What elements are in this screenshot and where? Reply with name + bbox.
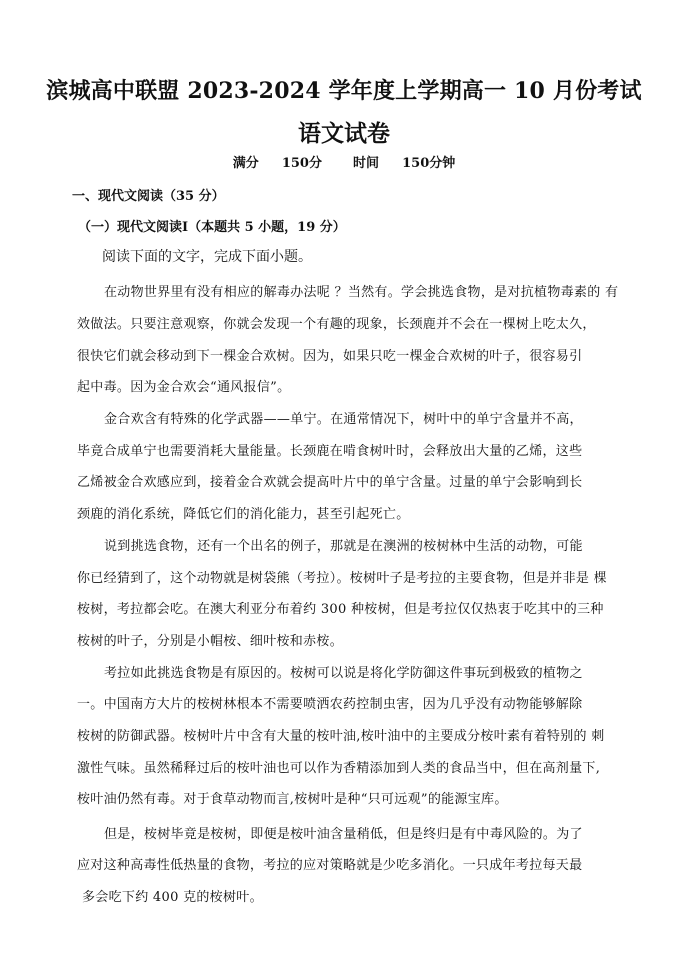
passage-line: 一。中国南方大片的桉树林根本不需要喷洒农药控制虫害，因为几乎没有动物能够解除	[77, 697, 583, 712]
passage-line: 乙烯被金合欢感应到，接着金合欢就会提高叶片中的单宁含量。过量的单宁会影响到长	[77, 475, 583, 490]
passage-line: 桉树的叶子，分别是小帽桉、细叶桉和赤桉。	[77, 634, 344, 649]
time-value: 150分钟	[402, 156, 456, 171]
passage-line: 激性气味。虽然稀释过后的桉叶油也可以作为香精添加到人类的食品当中，但在高剂量下,	[77, 761, 601, 776]
exam-title: 滨城高中联盟 2023-2024 学年度上学期高一 10 月份考试	[46, 78, 642, 104]
passage-line: 说到挑选食物，还有一个出名的例子，那就是在澳洲的桉树林中生活的动物，可能	[104, 539, 583, 554]
score-value: 150分	[281, 156, 322, 171]
score-label: 满分	[232, 156, 259, 171]
passage-line: 应对这种高毒性低热量的食物，考拉的应对策略就是少吃多消化。一只成年考拉每天最	[77, 858, 583, 873]
passage-line: 桉树，考拉都会吃。在澳大利亚分布着约 300 种桉树，但是考拉仅仅热衷于吃其中的三种	[77, 602, 604, 617]
section-heading: 一、现代文阅读（35 分）	[72, 189, 225, 204]
passage-line: 颈鹿的消化系统，降低它们的消化能力，甚至引起死亡。	[77, 507, 410, 522]
passage-line: 桉树的防御武器。桉树叶片中含有大量的桉叶油,桉叶油中的主要成分桉叶素有着特别的 刺	[77, 729, 605, 744]
passage-line: 毕竟合成单宁也需要消耗大量能量。长颈鹿在啃食树叶时，会释放出大量的乙烯，这些	[77, 444, 583, 459]
exam-subtitle: 语文试卷	[298, 120, 390, 147]
exam-meta	[0, 152, 688, 171]
passage-line: 考拉如此挑选食物是有原因的。桉树可以说是将化学防御这件事玩到极致的植物之	[104, 666, 583, 681]
passage-line: 在动物世界里有没有相应的解毒办法呢 ？当然有。学会挑选食物，是对抗植物毒素的 有	[104, 285, 619, 300]
passage-line: 桉叶油仍然有毒。对于食草动物而言,桉树叶是种“只可远观”的能源宝库。	[77, 792, 508, 807]
passage-line: 多会吃下约 400 克的桉树叶。	[82, 890, 263, 905]
passage-line: 金合欢含有特殊的化学武器——单宁。在通常情况下，树叶中的单宁含量并不高，	[104, 412, 583, 427]
time-label: 时间	[353, 156, 380, 171]
passage-line: 你已经猜到了，这个动物就是树袋熊（考拉）。桉树叶子是考拉的主要食物，但是并非是 棵	[77, 571, 607, 586]
passage-line: 很快它们就会移动到下一棵金合欢树。因为，如果只吃一棵金合欢树的叶子，很容易引	[77, 349, 583, 364]
subsection-heading: （一）现代文阅读Ⅰ（本题共 5 小题，19 分）	[78, 220, 346, 235]
reading-instruction: 阅读下面的文字，完成下面小题。	[102, 249, 312, 265]
passage-line: 但是，桉树毕竟是桉树，即便是桉叶油含量稍低，但是终归是有中毒风险的。为了	[104, 827, 583, 842]
passage-line: 起中毒。因为金合欢会“通风报信”。	[77, 380, 291, 395]
passage-line: 效做法。只要注意观察，你就会发现一个有趣的现象，长颈鹿并不会在一棵树上吃太久，	[77, 317, 596, 332]
